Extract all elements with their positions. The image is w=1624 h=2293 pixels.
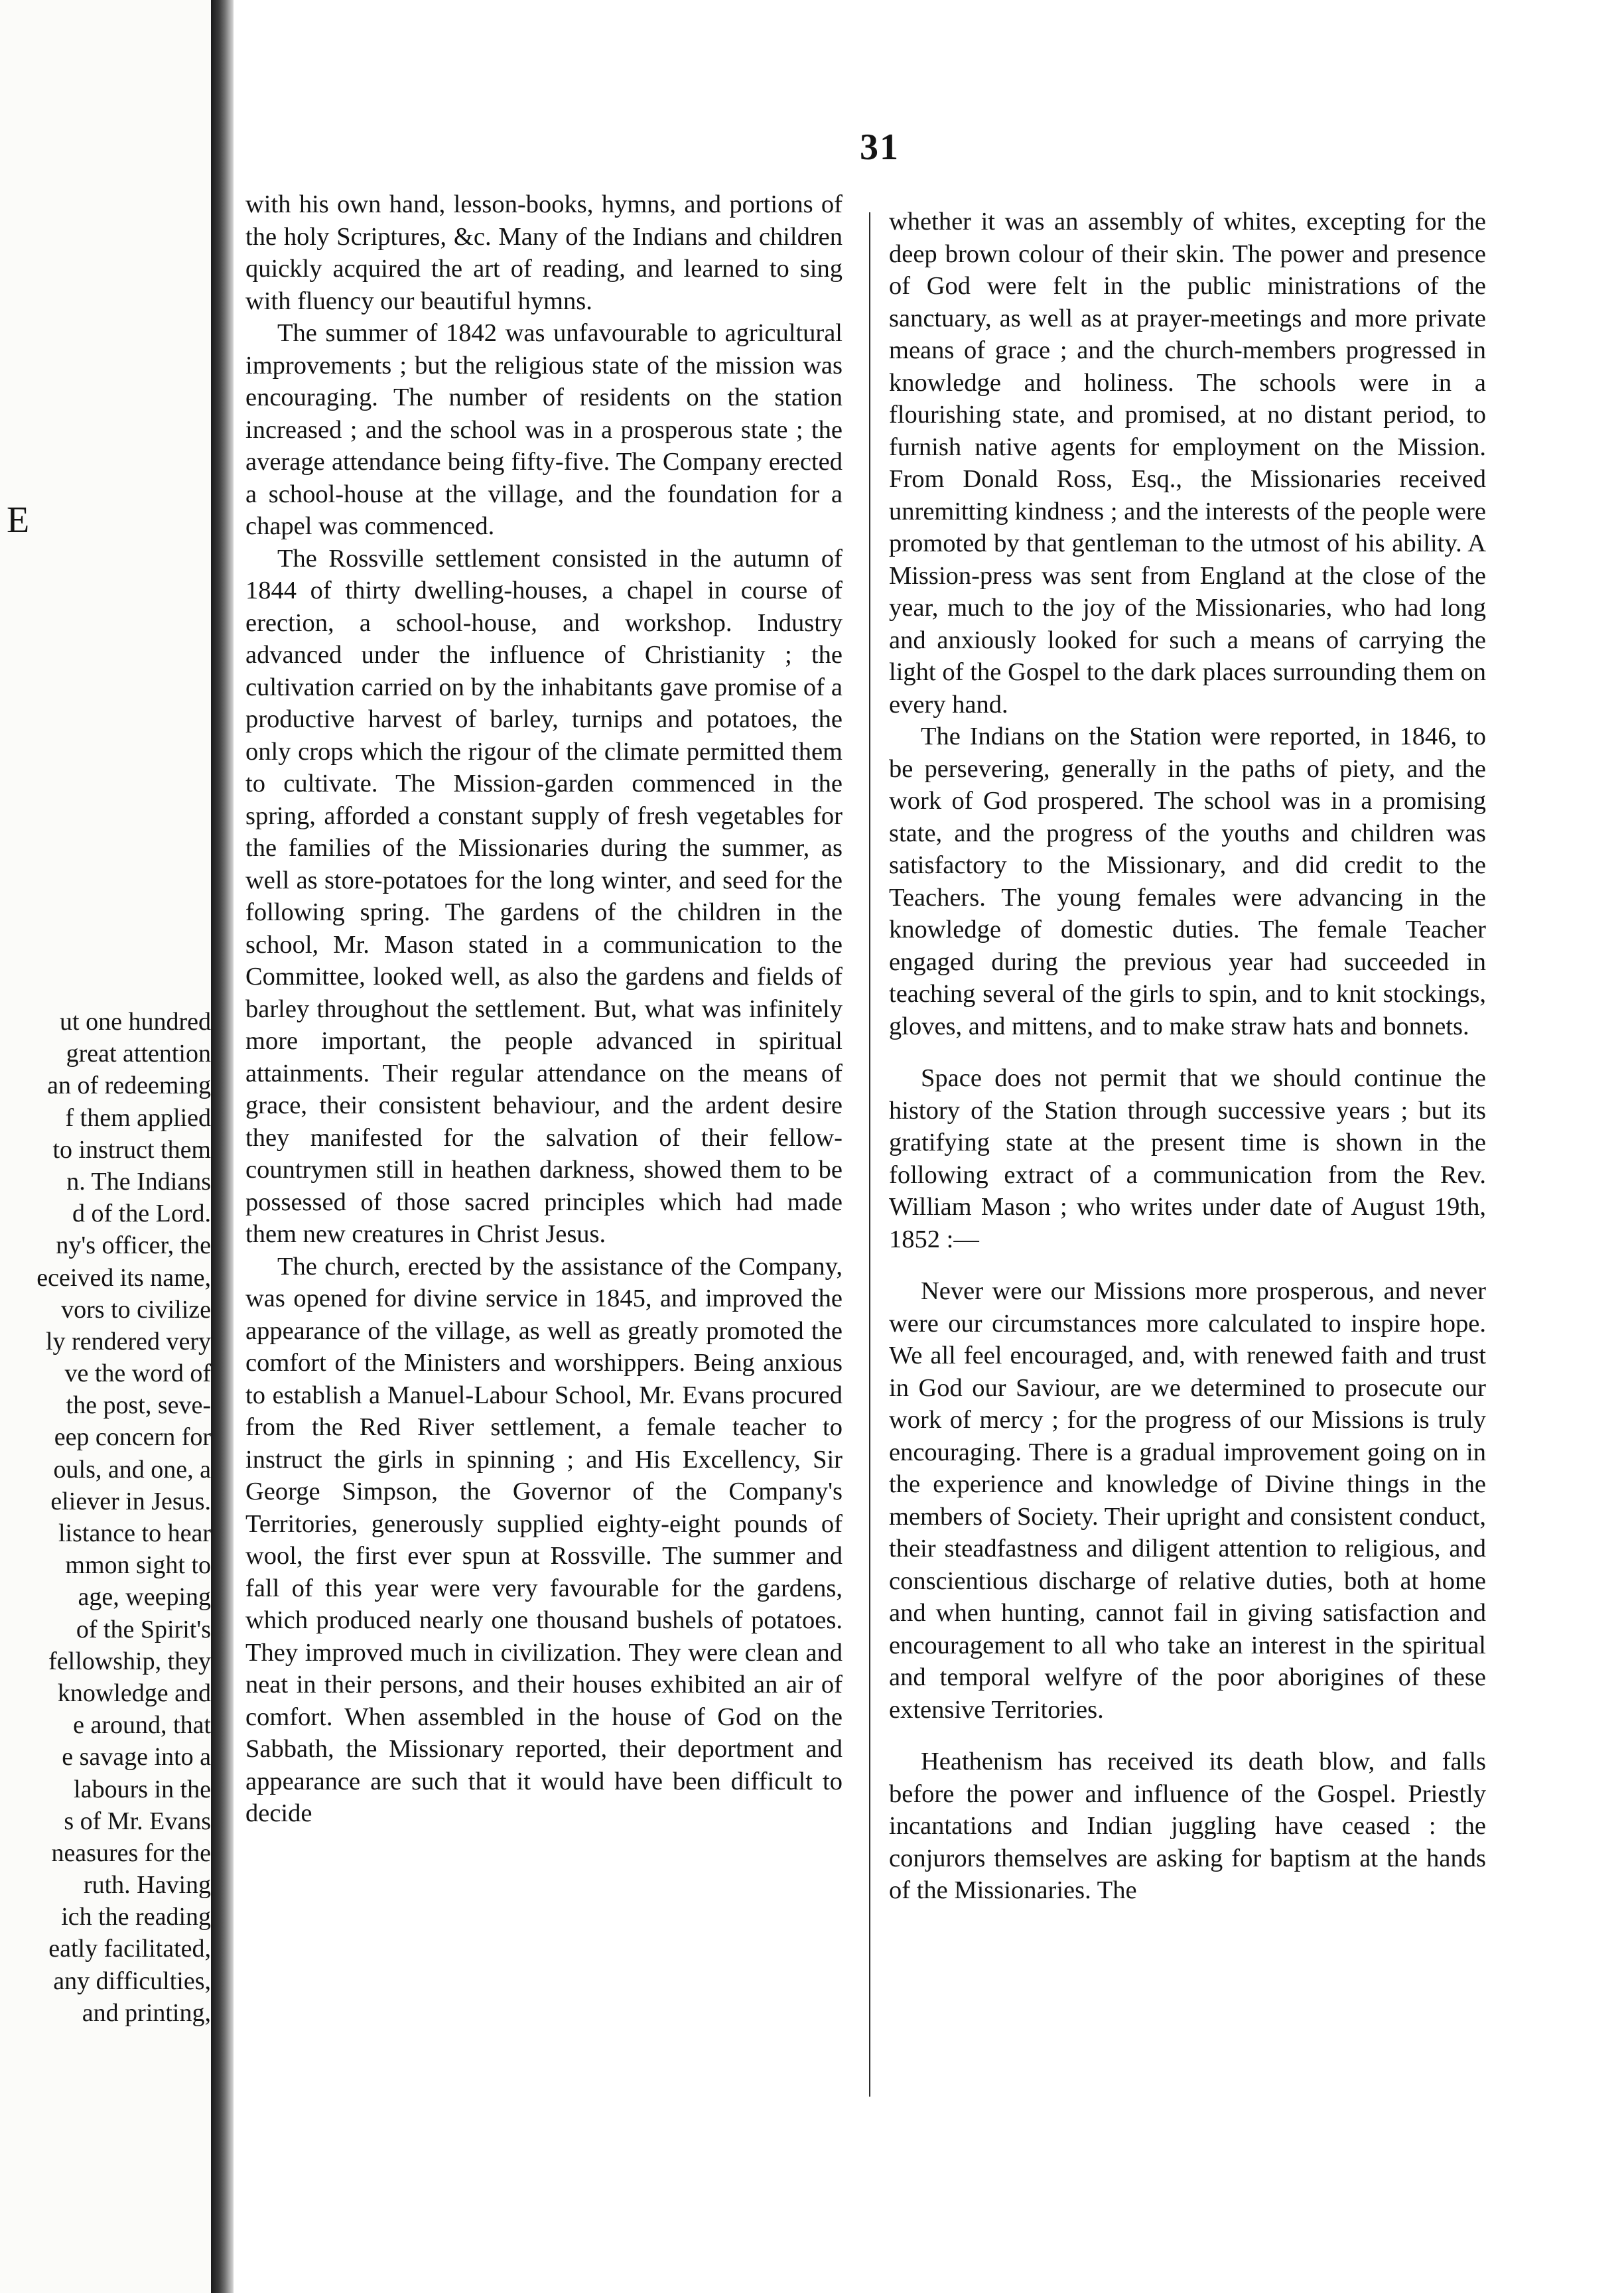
fragment-line: ruth. Having: [83, 1871, 211, 1900]
fragment-line: eliever in Jesus.: [50, 1487, 211, 1515]
paragraph: The Rossville settlement consisted in the autumn of 1844 of thirty dwelling-houses, a chapel in course of erection, a school-house, and workshop. Industry advanced under the influence of Christianity ; the cultivation carried on by the inhabitants gave promise of a productive harvest of barley, turnips and potatoes, the only crops which the rigour of the climate permitted them to cultivate. The Mission-garden commenced in the spring, afforded a constant supply of fresh vegetables for the families of the Missionaries during the summer, as well as store-potatoes for the long winter, and seed for the following spring. The gardens of the children in the school, Mr. Mason stated in a communication to the Committee, looked well, as also the gardens and fields of barley throughout the settlement. But, what was infinitely more important, the people advanced in spiritual attainments. Their regular attendance on the means of grace, their consistent behaviour, and the ardent desire they manifested for the salvation of their fellow-countrymen still in heathen darkness, showed them to be possessed of those sacred principles which had made them new creatures in Christ Jesus.: [245, 544, 843, 1248]
fragment-line: ny's officer, the: [56, 1231, 211, 1260]
fragment-line: knowledge and: [57, 1679, 211, 1707]
fragment-line: fellowship, they: [48, 1647, 211, 1675]
paragraph: The Indians on the Station were reported, in 1846, to be persevering, generally in the paths of piety, and the work of God prospered. The school was in a promising state, and the progress of the youths and children was satisfactory to the Missionary, and did credit to the Teachers. The young females were advancing in the knowledge of domestic duties. The female Teacher engaged during the previous year had succeeded in teaching several of the girls to spin, and to knit stockings, gloves, and mittens, and to make straw hats and bonnets.: [889, 723, 1486, 1040]
fragment-line: e around, that: [73, 1711, 211, 1740]
fragment-line: to instruct them: [52, 1135, 211, 1164]
fragment-line: n. The Indians: [66, 1167, 211, 1196]
right-text-column: [889, 206, 1486, 1907]
fragment-line: neasures for the: [51, 1839, 211, 1867]
fragment-line: f them applied: [65, 1103, 211, 1132]
paragraph: The church, erected by the assistance of the Company, was opened for divine service in 1845, and improved the appearance of the village, as well as greatly promoted the comfort of the Ministers and worshippers. Being anxious to establish a Manuel-Labour School, Mr. Evans procured from the Red River settlement, a female teacher to instruct the girls in spinning ; and His Excellency, Sir George Simpson, the Governor of the Company's Territories, generously supplied eighty-eight pounds of wool, the first ever spun at Rossville. The summer and fall of this year were very favourable for the gardens, which produced nearly one thousand bushels of potatoes. They improved much in civilization. They were clean and neat in their persons, and their houses exhibited an air of comfort. When assembled in the house of God on the Sabbath, the Missionary reported, their deportment and appearance are such that it would have been difficult to decide: [245, 1252, 843, 1827]
left-text-column: [245, 188, 843, 1830]
paragraph: with his own hand, lesson-books, hymns, and portions of the holy Scriptures, &c. Many of the Indians and children quickly acquired the art of reading, and learned to sing with fluency our beautiful hymns.: [245, 190, 843, 315]
fragment-line: labours in the: [74, 1775, 211, 1803]
fragment-line: ich the reading: [61, 1903, 211, 1931]
fragment-line: and printing,: [82, 1998, 211, 2027]
facing-page-fragment: [0, 0, 211, 2293]
column-divider: [869, 212, 870, 2097]
fragment-line: d of the Lord.: [72, 1200, 211, 1228]
paragraph: Space does not permit that we should continue the history of the Station through successive years ; but its gratifying state at the present time is shown in the following extract of a communication from the Rev. William Mason ; who writes under date of August 19th, 1852 :—: [889, 1064, 1486, 1253]
fragment-line: ut one hundred: [60, 1008, 211, 1036]
fragment-line: e savage into a: [62, 1743, 211, 1772]
fragment-line: any difficulties,: [53, 1967, 211, 1995]
fragment-line: mmon sight to: [65, 1551, 211, 1580]
fragment-line: great attention: [66, 1040, 211, 1068]
fragment-line: eep concern for: [54, 1423, 211, 1452]
fragment-line: the post, seve-: [66, 1391, 211, 1420]
fragment-line: ly rendered very: [46, 1327, 211, 1355]
paragraph: The summer of 1842 was unfavourable to agricultural improvements ; but the religious state of the mission was encouraging. The number of residents on the station increased ; and the school was in a prosperous state ; the average attendance being fifty-five. The Company erected a school-house at the village, and the foundation for a chapel was commenced.: [245, 319, 843, 540]
book-gutter-shadow: [211, 0, 234, 2293]
fragment-line: eceived its name,: [36, 1263, 211, 1292]
paragraph: whether it was an assembly of whites, excepting for the deep brown colour of their skin. The power and presence of God were felt in the public ministrations of the sanctuary, as well as at prayer-meetings and more private means of grace ; and the church-members progressed in knowledge and holiness. The schools were in a flourishing state, and promised, at no distant period, to furnish native agents for employment on the Mission. From Donald Ross, Esq., the Missionaries received unremitting kindness ; and the interests of the people were promoted by that gentleman to the utmost of his ability. A Mission-press was sent from England at the close of the year, much to the joy of the Missionaries, who had long and anxiously looked for such a means of carrying the light of the Gospel to the dark places surrounding them on every hand.: [889, 208, 1486, 719]
fragment-line: an of redeeming: [47, 1072, 211, 1100]
fragment-line: age, weeping: [78, 1583, 211, 1612]
fragment-line: eatly facilitated,: [48, 1935, 211, 1963]
fragment-line: vors to civilize: [61, 1295, 211, 1324]
fragment-line: listance to hear: [58, 1519, 211, 1547]
quoted-paragraph: Heathenism has received its death blow, and falls before the power and influence of the Gospel. Priestly incantations and Indian juggling have ceased : the conjurors themselves are asking for baptism at the hands of the Missionaries. The: [889, 1748, 1486, 1904]
fragment-letter: E: [7, 500, 30, 541]
page-number: 31: [860, 127, 900, 168]
fragment-text: [12, 1006, 211, 2029]
fragment-line: ve the word of: [64, 1359, 211, 1388]
fragment-line: s of Mr. Evans: [64, 1807, 211, 1835]
quoted-paragraph: Never were our Missions more prosperous, and never were our circumstances more calculated to inspire hope. We all feel encouraged, and, with renewed faith and trust in God our Saviour, are we determined to prosecute our work of mercy ; for the progress of our Missions is truly encouraging. There is a gradual improvement going on in the experience and knowledge of Divine things in the members of Society. Their upright and consistent conduct, their steadfastness and diligent attention to religious, and conscientious discharge of relative duties, both at home and when hunting, cannot fail in giving satisfaction and encouragement to all who take an interest in the spiritual and temporal welfyre of the poor aborigines of these extensive Territories.: [889, 1277, 1486, 1724]
fragment-line: ouls, and one, a: [53, 1455, 211, 1484]
fragment-line: of the Spirit's: [76, 1615, 211, 1643]
